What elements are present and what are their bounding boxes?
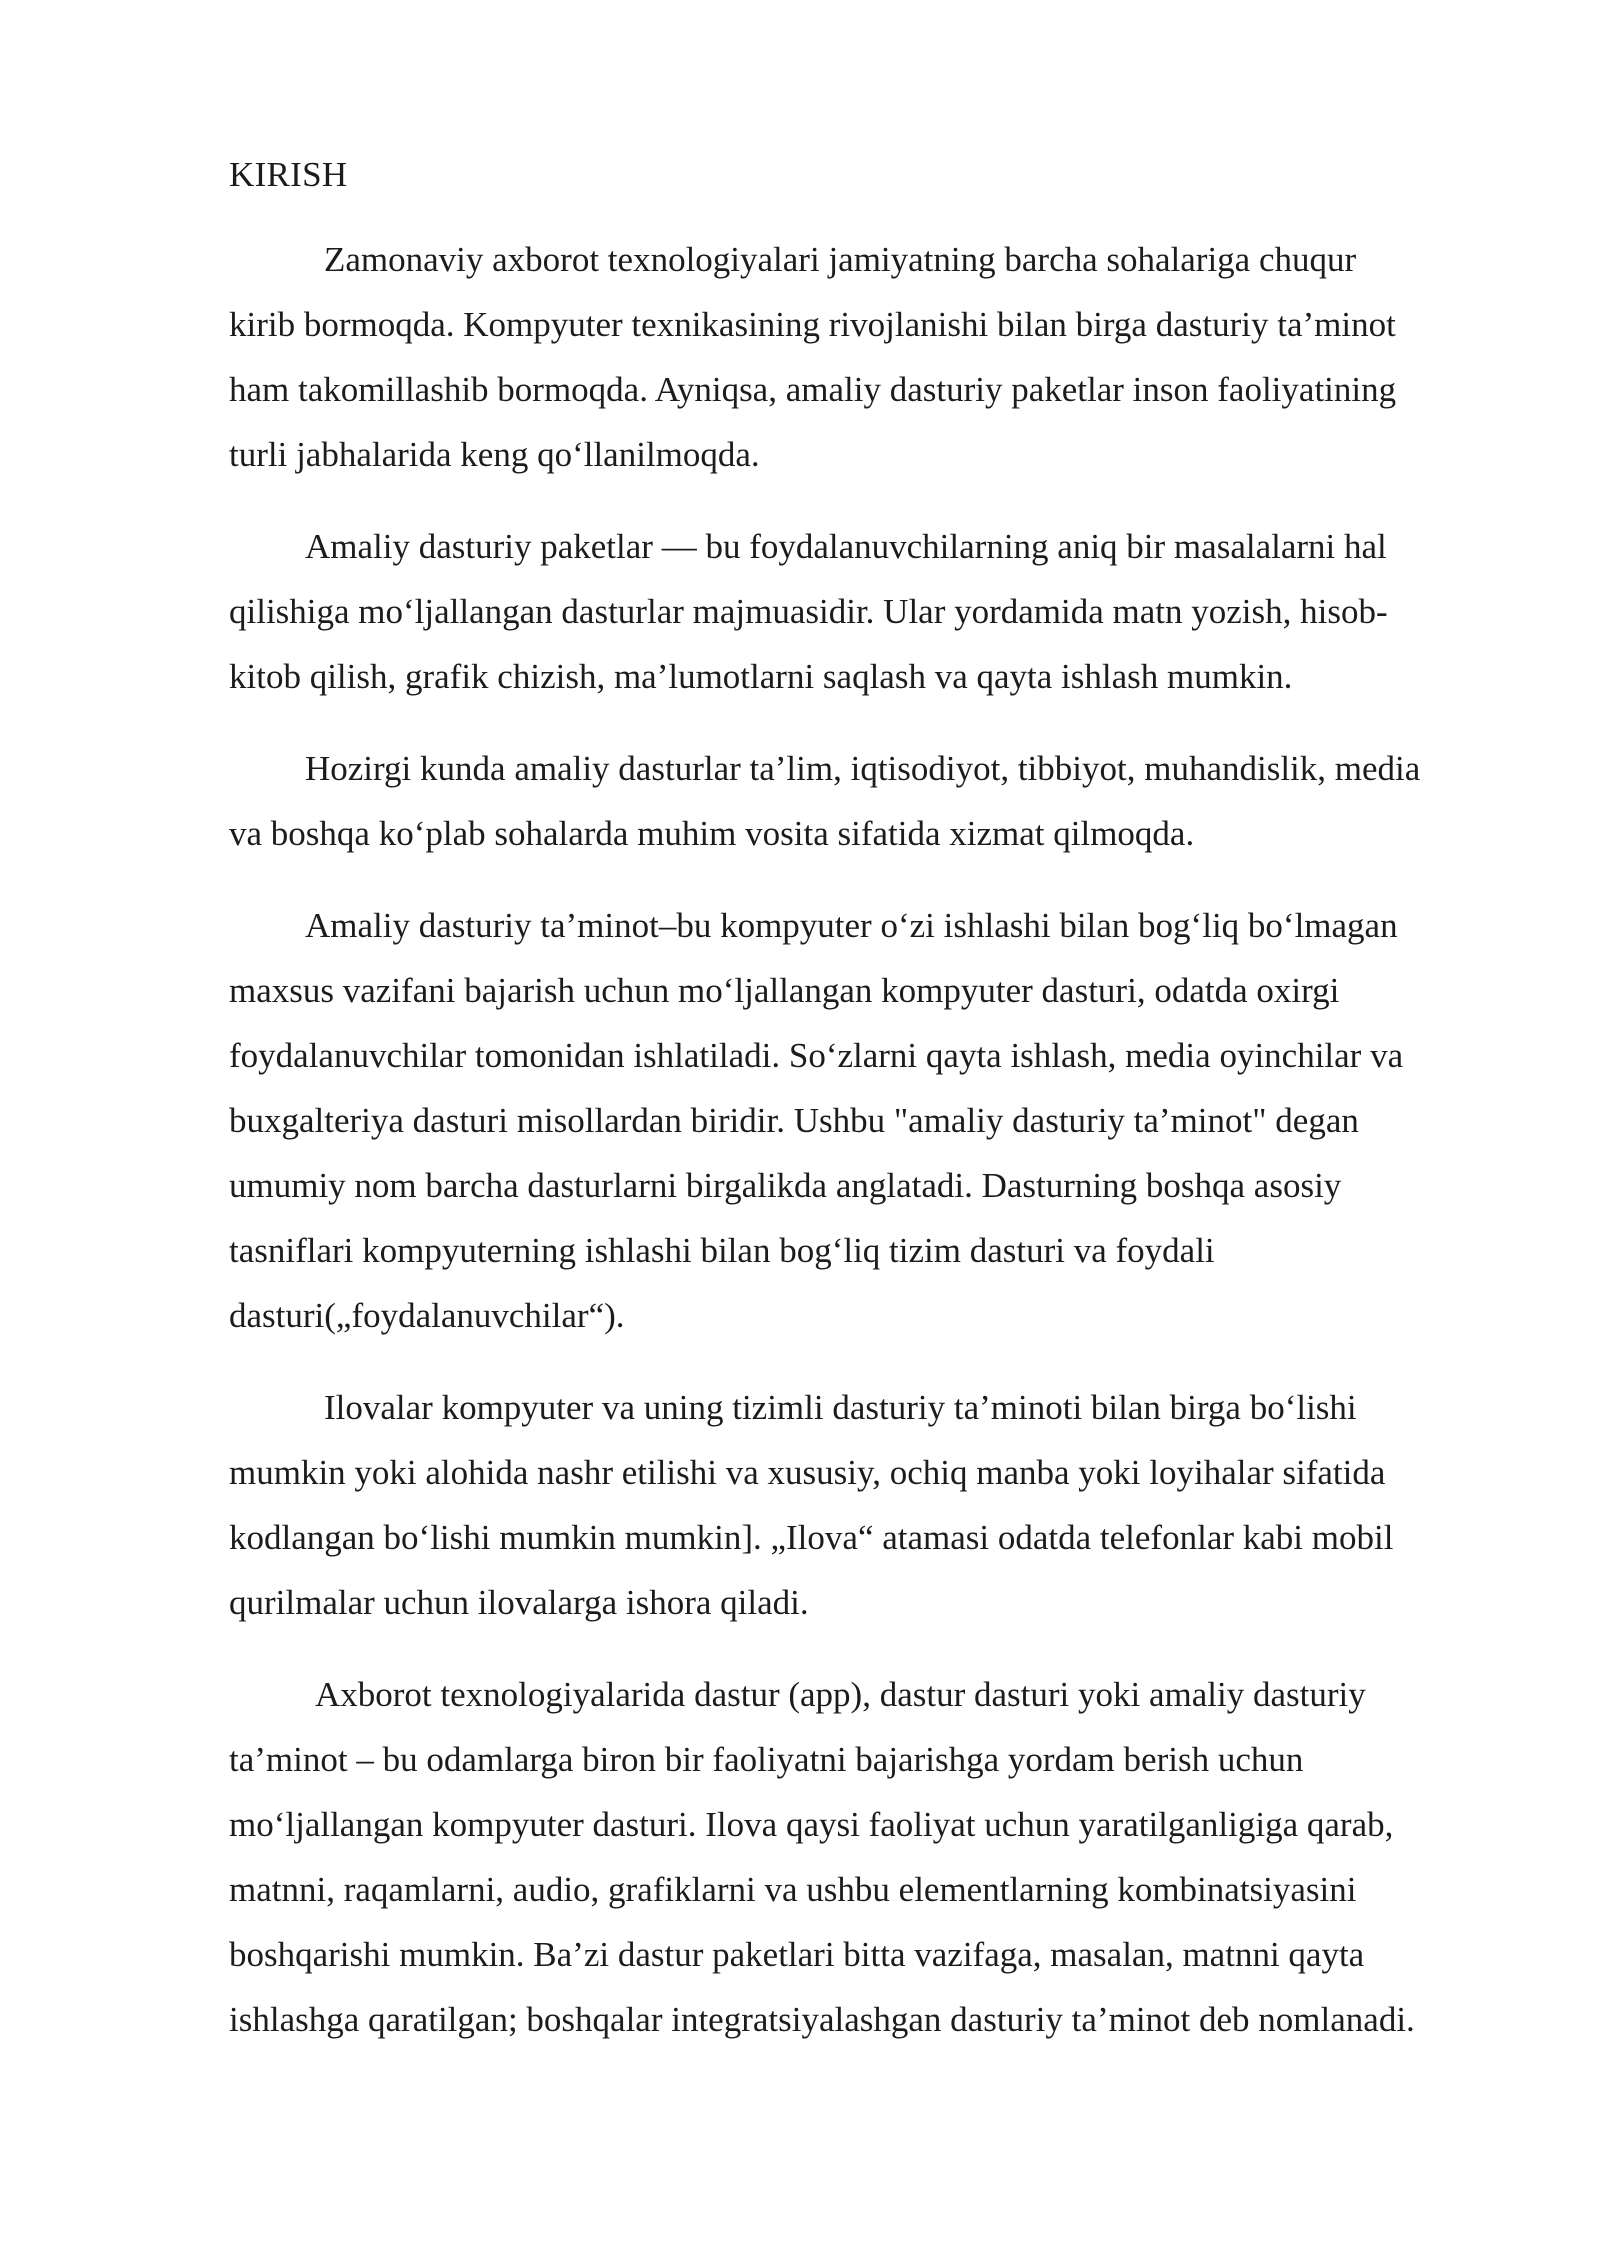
paragraph-applied-software	[229, 893, 1509, 1348]
paragraph-line: Amaliy dasturiy paketlar — bu foydalanuvchilarning aniq bir masalalarni hal	[305, 527, 1387, 566]
paragraph-line: tasniflari kompyuterning ishlashi bilan bog‘liq tizim dasturi va foydali	[229, 1231, 1215, 1270]
paragraph-line: ishlashga qaratilgan; boshqalar integratsiyalashgan dasturiy ta’minot deb nomlanadi.	[229, 2000, 1415, 2039]
paragraph-line: ham takomillashib bormoqda. Ayniqsa, amaliy dasturiy paketlar inson faoliyatining	[229, 370, 1397, 409]
paragraph-line: kirib bormoqda. Kompyuter texnikasining rivojlanishi bilan birga dasturiy ta’minot	[229, 305, 1396, 344]
paragraph-line: ta’minot – bu odamlarga biron bir faoliyatni bajarishga yordam berish uchun	[229, 1740, 1304, 1779]
paragraph-line: va boshqa ko‘plab sohalarda muhim vosita sifatida xizmat qilmoqda.	[229, 814, 1195, 853]
paragraph-line: Amaliy dasturiy ta’minot–bu kompyuter o‘zi ishlashi bilan bog‘liq bo‘lmagan	[305, 906, 1398, 945]
paragraph-line: qilishiga mo‘ljallangan dasturlar majmuasidir. Ular yordamida matn yozish, hisob-	[229, 592, 1388, 631]
paragraph-usage	[229, 736, 1509, 866]
paragraph-it-context	[229, 1662, 1509, 2052]
paragraph-line: buxgalteriya dasturi misollardan biridir. Ushbu "amaliy dasturiy ta’minot" degan	[229, 1101, 1359, 1140]
paragraph-line: Hozirgi kunda amaliy dasturlar ta’lim, iqtisodiyot, tibbiyot, muhandislik, media	[305, 749, 1421, 788]
paragraph-line: maxsus vazifani bajarish uchun mo‘ljallangan kompyuter dasturi, odatda oxirgi	[229, 971, 1340, 1010]
paragraph-line: matnni, raqamlarni, audio, grafiklarni va ushbu elementlarning kombinatsiyasini	[229, 1870, 1357, 1909]
paragraph-intro	[229, 227, 1509, 487]
paragraph-line: mumkin yoki alohida nashr etilishi va xususiy, ochiq manba yoki loyihalar sifatida	[229, 1453, 1386, 1492]
paragraph-line: Axborot texnologiyalarida dastur (app), dastur dasturi yoki amaliy dasturiy	[315, 1675, 1366, 1714]
paragraph-line: foydalanuvchilar tomonidan ishlatiladi. So‘zlarni qayta ishlash, media oyinchilar va	[229, 1036, 1404, 1075]
paragraph-line: umumiy nom barcha dasturlarni birgalikda anglatadi. Dasturning boshqa asosiy	[229, 1166, 1342, 1205]
paragraph-line: kitob qilish, grafik chizish, ma’lumotlarni saqlash va qayta ishlash mumkin.	[229, 657, 1293, 696]
paragraph-line: dasturi(„foydalanuvchilar“).	[229, 1296, 625, 1335]
paragraph-line: Zamonaviy axborot texnologiyalari jamiyatning barcha sohalariga chuqur	[324, 240, 1357, 279]
paragraph-line: kodlangan bo‘lishi mumkin mumkin]. „Ilova“ atamasi odatda telefonlar kabi mobil	[229, 1518, 1394, 1557]
paragraph-line: boshqarishi mumkin. Ba’zi dastur paketlari bitta vazifaga, masalan, matnni qayta	[229, 1935, 1365, 1974]
paragraph-line: turli jabhalarida keng qo‘llanilmoqda.	[229, 435, 760, 474]
document-body	[229, 150, 1509, 2079]
section-heading: KIRISH	[229, 155, 348, 194]
paragraph-line: mo‘ljallangan kompyuter dasturi. Ilova qaysi faoliyat uchun yaratilganligiga qarab,	[229, 1805, 1394, 1844]
paragraph-apps	[229, 1375, 1509, 1635]
paragraph-line: Ilovalar kompyuter va uning tizimli dasturiy ta’minoti bilan birga bo‘lishi	[324, 1388, 1357, 1427]
paragraph-definition	[229, 514, 1509, 709]
paragraph-line: qurilmalar uchun ilovalarga ishora qiladi.	[229, 1583, 809, 1622]
